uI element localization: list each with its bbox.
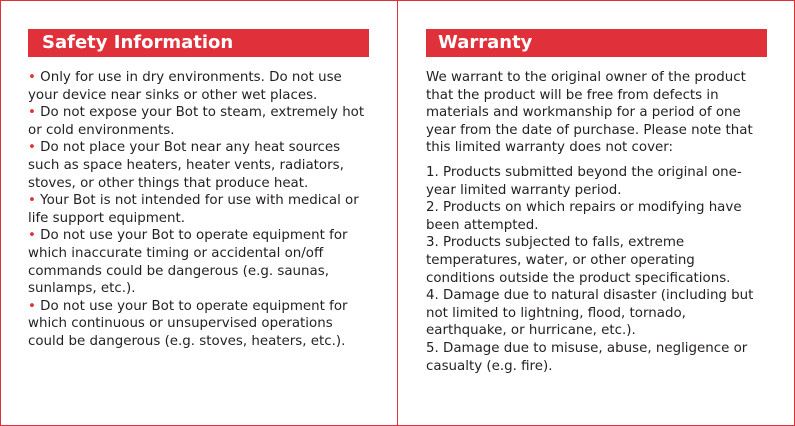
safety-item-text: Do not place your Bot near any heat sources such as space heaters, heater vents, radiators, stoves, or other things that produce heat. xyxy=(28,140,344,191)
bullet-icon: • xyxy=(28,228,36,244)
safety-item xyxy=(28,139,369,192)
safety-item xyxy=(28,227,369,297)
warranty-header: Warranty xyxy=(426,29,767,57)
warranty-item: 2. Products on which repairs or modifying have been attempted. xyxy=(426,200,742,233)
safety-item xyxy=(28,69,369,104)
bullet-icon: • xyxy=(28,70,36,85)
bullet-icon: • xyxy=(28,298,36,314)
safety-list xyxy=(28,69,369,351)
warranty-item: 1. Products submitted beyond the original one-year limited warranty period. xyxy=(426,164,742,198)
bullet-icon: • xyxy=(28,105,36,121)
safety-item xyxy=(28,104,369,139)
warranty-item: 3. Products subjected to falls, extreme temperatures, water, or other operating conditions outside the product specifications. xyxy=(426,235,731,286)
warranty-section xyxy=(398,1,794,425)
safety-section xyxy=(1,1,398,425)
warranty-body xyxy=(426,69,767,375)
safety-item-text: Only for use in dry environments. Do not use your device near sinks or other wet places. xyxy=(28,70,342,103)
warranty-item: 4. Damage due to natural disaster (including but not limited to lightning, flood, tornado, earthquake, or hurricane, etc.). xyxy=(426,288,754,339)
warranty-item: 5. Damage due to misuse, abuse, negligence or casualty (e.g. fire). xyxy=(426,340,748,374)
bullet-icon: • xyxy=(28,140,36,156)
safety-item-text: Do not expose your Bot to steam, extremely hot or cold environments. xyxy=(28,105,365,138)
safety-item-text: Your Bot is not intended for use with medical or life support equipment. xyxy=(28,193,359,226)
safety-item xyxy=(28,298,369,351)
safety-item xyxy=(28,192,369,227)
bullet-icon: • xyxy=(28,193,36,209)
safety-header: Safety Information xyxy=(28,29,369,57)
warranty-intro: We warrant to the original owner of the product that the product will be free from defects in materials and workmanship for a period of one year from the date of purchase. Please note that this limited warranty does not cover: xyxy=(426,70,753,156)
safety-item-text: Do not use your Bot to operate equipment for which continuous or unsupervised operations could be dangerous (e.g. stoves, heaters, etc.). xyxy=(28,298,348,349)
safety-item-text: Do not use your Bot to operate equipment for which inaccurate timing or accidental on/off commands could be dangerous (e.g. saunas, sunlamps, etc.). xyxy=(28,228,348,297)
